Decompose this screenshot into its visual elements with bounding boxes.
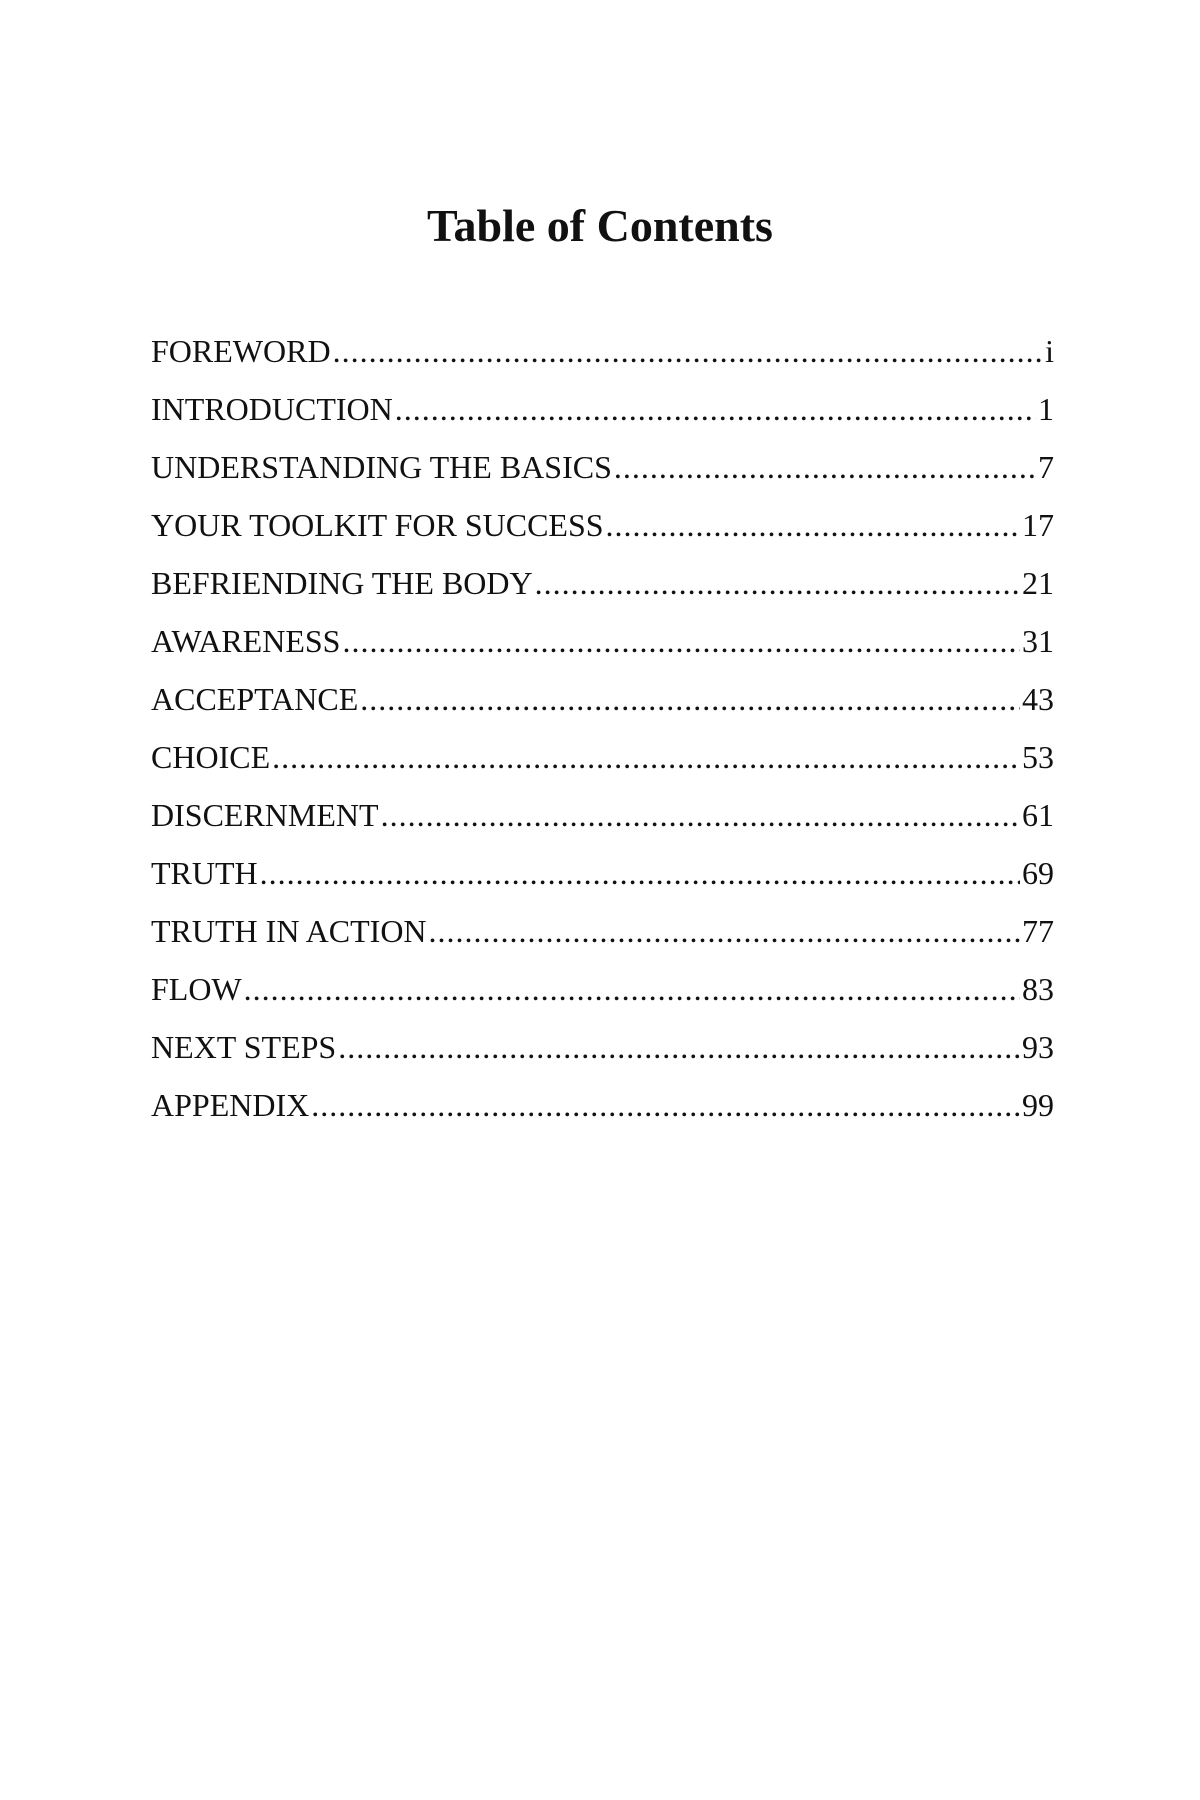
toc-entry-page-number: 99: [1022, 1087, 1054, 1123]
toc-entry-label: NEXT STEPS: [151, 1029, 337, 1065]
toc-entry-label: YOUR TOOLKIT FOR SUCCESS: [151, 507, 604, 543]
dot-leader: [260, 844, 1020, 902]
toc-entry-label: DISCERNMENT: [151, 797, 379, 833]
toc-entry-truth-in-action: [151, 902, 1054, 960]
toc-entry-understanding-the-basics: [151, 438, 1054, 496]
toc-entry-page-number: 31: [1022, 623, 1054, 659]
toc-entry-page-number: 83: [1022, 971, 1054, 1007]
toc-entry-label: FOREWORD: [151, 333, 331, 369]
table-of-contents: [151, 322, 1054, 1134]
toc-entry-page-number: 53: [1022, 739, 1054, 775]
toc-entry-label: INTRODUCTION: [151, 391, 393, 427]
toc-entry-label: TRUTH IN ACTION: [151, 913, 427, 949]
toc-entry-page-number: 7: [1038, 449, 1054, 485]
dot-leader: [606, 496, 1020, 554]
toc-entry-befriending-the-body: [151, 554, 1054, 612]
toc-entry-page-number: i: [1045, 333, 1054, 369]
toc-entry-choice: [151, 728, 1054, 786]
toc-entry-flow: [151, 960, 1054, 1018]
dot-leader: [614, 438, 1036, 496]
dot-leader: [395, 380, 1036, 438]
dot-leader: [342, 612, 1020, 670]
toc-entry-acceptance: [151, 670, 1054, 728]
toc-entry-label: TRUTH: [151, 855, 258, 891]
dot-leader: [360, 670, 1020, 728]
dot-leader: [535, 554, 1020, 612]
toc-entry-page-number: 61: [1022, 797, 1054, 833]
toc-entry-your-toolkit-for-success: [151, 496, 1054, 554]
toc-entry-truth: [151, 844, 1054, 902]
toc-entry-appendix: [151, 1076, 1054, 1134]
toc-entry-page-number: 69: [1022, 855, 1054, 891]
page-title: Table of Contents: [427, 200, 773, 251]
dot-leader: [311, 1076, 1020, 1134]
toc-entry-label: AWARENESS: [151, 623, 341, 659]
toc-entry-label: ACCEPTANCE: [151, 681, 359, 717]
toc-entry-awareness: [151, 612, 1054, 670]
toc-entry-foreword: [151, 322, 1054, 380]
dot-leader: [381, 786, 1020, 844]
dot-leader: [244, 960, 1020, 1018]
toc-entry-label: CHOICE: [151, 739, 271, 775]
toc-entry-label: UNDERSTANDING THE BASICS: [151, 449, 612, 485]
toc-entry-page-number: 1: [1038, 391, 1054, 427]
toc-entry-page-number: 93: [1022, 1029, 1054, 1065]
toc-entry-page-number: 43: [1022, 681, 1054, 717]
toc-entry-discernment: [151, 786, 1054, 844]
toc-entry-page-number: 21: [1022, 565, 1054, 601]
dot-leader: [272, 728, 1020, 786]
toc-entry-introduction: [151, 380, 1054, 438]
toc-entry-next-steps: [151, 1018, 1054, 1076]
dot-leader: [429, 902, 1020, 960]
dot-leader: [338, 1018, 1020, 1076]
toc-entry-label: APPENDIX: [151, 1087, 310, 1123]
dot-leader: [333, 322, 1044, 380]
toc-entry-label: FLOW: [151, 971, 242, 1007]
toc-entry-page-number: 17: [1022, 507, 1054, 543]
toc-entry-label: BEFRIENDING THE BODY: [151, 565, 533, 601]
toc-entry-page-number: 77: [1022, 913, 1054, 949]
